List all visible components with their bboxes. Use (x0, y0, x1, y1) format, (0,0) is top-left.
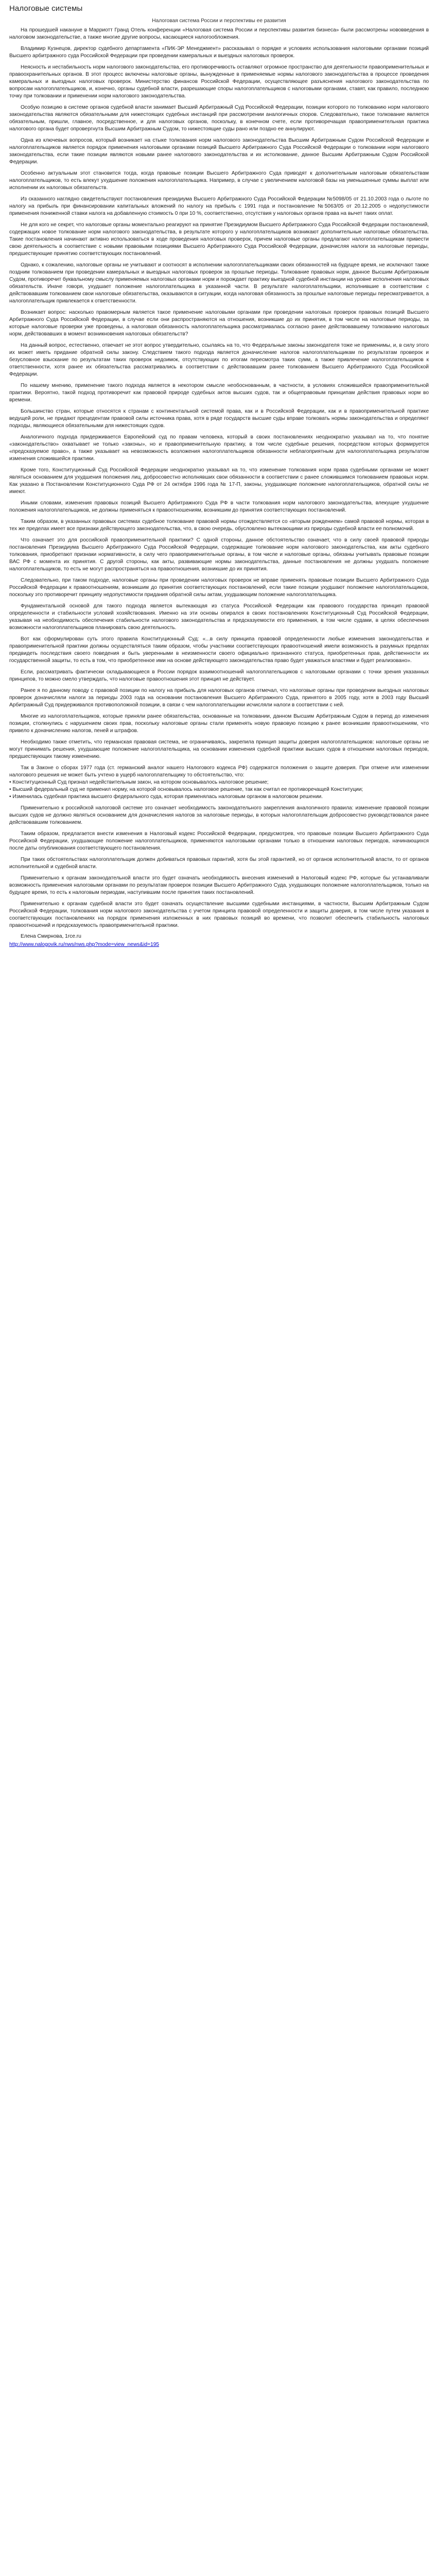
source-link[interactable]: http://www.nalogovik.ru/nws/nws.php?mode=view_news&id=195 (9, 942, 160, 947)
article-paragraph: Вот как сформулирован суть этого правила Конституционный Суд: «...в силу принципа правовой определенности любые изменения законодательства и правоприменительной практики должны осуществляться таким образом, чтобы участники соответствующих правоотношений имели возможность в разумных пределах предвидеть последствия своего поведения и быть уверенными в неизменности своего официально признанного статуса, приобретенных прав, действенности их государственной защиты, то есть в том, что приобретенное ими на основе действующего законодательства право будет уважаться властями и будет реализовано». (9, 636, 429, 664)
article-paragraph: Особую позицию в системе органов судебной власти занимает Высший Арбитражный Суд Российской Федерации, позиции которого по толкованию норм налогового законодательства являются обязательными для нижестоящих судебных инстанций при рассмотрении аналогичных споров. Следовательно, такое толкование является обязательным, пришли, главное, посредственное, и для налоговых органов, поскольку, в конечном счете, если противоречащая правоприменительная практика налогового органа будет опровергнута Высшим Арбитражным Судом, то нижестоящие суды рано или поздно ее аннулируют. (9, 105, 429, 132)
article-paragraph: Владимир Кузнецов, директор судебного департамента «ПИК-ЭР Менеджмент» рассказывал о порядке и условиях использования налоговыми органами позиций Высшего арбитражного суда Российской Федерации при проведении камеральных и выездных налоговых проверок. (9, 46, 429, 59)
article-paragraph: Таким образом, в указанных правовых системах судебное толкование правовой нормы отождествляется со «вторым рождением» самой правовой нормы, которая в тех же пределах имеет все признаки действующего законодательства, что, в свою очередь, обусловлено вытекающими из природы судебной власти ее полномочий. (9, 519, 429, 532)
article-paragraph: На прошедшей накануне в Марриотт Гранд Отель конференции «Налоговая система России и перспективы развития бизнеса» были рассмотрены нововведения в налоговом законодательстве, а также многие другие вопросы, касающиеся налогообложения. (9, 27, 429, 40)
article-paragraph: Многие из налогоплательщиков, которые приняли ранее обязательства, основанные на толковании, данном Высшим Арбитражным Судом в период до изменения позиции, столкнулись с нарушением своих прав, поскольку налоговые органы стали применять новую правовую позицию к ранее возникшим правоотношениям, что привело к доначислению налогов, пеней и штрафов. (9, 714, 429, 734)
article-paragraph: Применительно к российской налоговой системе это означает необходимость законодательного закрепления аналогичного правила: изменение правовой позиции высших судов не должно являться основанием для доначисления налогов за налоговые периоды, в которых налогоплательщик добросовестно руководствовался ранее действовавшим толкованием. (9, 805, 429, 825)
article-paragraph: На данный вопрос, естественно, отвечает не этот вопрос утвердительно, ссылаясь на то, что Федеральные законы законодателя тоже не применимы, и, в силу этого их может иметь придание обратной силы закону. Следствием такого подхода является доначисление налогов налогоплательщикам по результатам проверок и безусловное взыскание по результатам таких проверок недоимок, отсутствующих по итогам пересмотра таких сумм, а также привлечение налогоплательщиков к ответственности, хотя ранее их обязательства рассматривались в соответствии с действовавшим ранее толкованием Высшего Арбитражного Суда Российской Федерации. (9, 343, 429, 377)
article-paragraph: При таких обстоятельствах налогоплательщик должен добиваться правовых гарантий, хотя бы этой гарантией, но от органов исполнительной власти, то от органов исполнительной и судебной власти. (9, 857, 429, 870)
article-paragraph: Большинство стран, которые относятся к странам с континентальной системой права, как и в Российской Федерации, как и в правоприменительной практике ведущей роли, не придают прецедентам правовой силы источника права, хотя в ряде государств высшие суды вправе толковать нормы законодательства и определяют подходы, являющиеся обязательными для нижестоящих судов. (9, 409, 429, 429)
article-paragraph: Ранее я по данному поводу с правовой позиции по налогу на прибыль для налоговых органов отмечал, что налоговые органы при проведении выездных налоговых проверок доначисляли налоги за периоды 2003 года на основании постановления Высшего Арбитражного Суда, принятого в 2005 году, хотя в 2003 году Высший Арбитражный Суд придерживался противоположной позиции, в связи с чем налогоплательщики исчисляли налоги в соответствии с ней. (9, 688, 429, 708)
article-paragraph: Неясность и нестабильность норм налогового законодательства, его противоречивость оставляют огромное пространство для деятельности правоприменительных и правоохранительных органов. В этот процесс включены налоговые органы, вынужденные в применяемые нормы налогового законодательства в процессе проведения камеральных и выездных налоговых проверок. Министерство финансов Российской Федерации, осуществляющее разъяснения налогового законодательства по вопросам налогоплательщиков, и, конечно, органы судебной власти, разрешающие споры налогоплательщиков с налоговыми органами, ставят, как правило, последнюю точку при толковании и применении норм налогового законодательства. (9, 64, 429, 99)
article-paragraph: Таким образом, предлагается внести изменения в Налоговый кодекс Российской Федерации, предусмотрев, что правовые позиции Высшего Арбитражного Суда Российской Федерации, ухудшающие положение налогоплательщиков, применяются налоговыми органами только в отношении налоговых периодов, начинающихся после даты опубликования соответствующего постановления. (9, 831, 429, 851)
article-paragraph: Если, рассматривать фактически складывающиеся в России порядок взаимоотношений налогоплательщиков с налоговыми органами с точки зрения указанных принципов, то можно смело утверждать, что налоговые правоотношения этот принцип не действует. (9, 669, 429, 682)
article-paragraph: Так в Законе о сборах 1977 года (ст. германский аналог нашего Налогового кодекса РФ) содержатся положения о защите доверия. При отмене или изменении налогового решения не может быть учтено в ущерб налогоплательщику то обстоятельство, что: • Конституционный Суд признал недействительным закон, на котором основывалось налоговое решение; • Высший федеральный суд не применил норму, на которой основывалось налоговое решение, так как считал ее противоречащей Конституции; • Изменилась судебная практика высшего федерального суда, которая применялась налоговым органом в налоговом решении. (9, 765, 429, 800)
article-paragraph: Необходимо также отметить, что германская правовая система, не ограничиваясь, закрепила принцип защиты доверия налогоплательщиков: налоговые органы не могут принимать решения, ухудшающие положение налогоплательщика, на основании изменения судебной практики высших судов в отношении налоговых периодов, предшествующих такому изменению. (9, 739, 429, 759)
article-paragraph: Одна из ключевых вопросов, который возникает на стыке толкования норм налогового законодательства Высшим Арбитражным Судом Российской Федерации и налогоплательщиков является порядок применения налоговыми органами позиций Высшего Арбитражного Суда Российской Федерации о толковании норм налогового законодательства, если такие позиции являются новыми ранее налогового законодательства и их истолкование, данное Высшим Арбитражным Судом Российской Федерации. (9, 138, 429, 165)
article-paragraph: Иными словами, изменения правовых позиций Высшего Арбитражного Суда РФ в части толкования норм налогового законодательства, влекущие ухудшение положения налогоплательщиков, не должны применяться к правоотношениям, возникшим до принятия соответствующих постановлений. (9, 500, 429, 513)
article-paragraph: Что означает это для российской правоприменительной практики? С одной стороны, данное обстоятельство означает, что в силу своей правовой природы постановления Президиума Высшего Арбитражного Суда Российской Федерации, содержащие толкование норм налогового законодательства, как акты судебного толкования, приобретают признаки нормативности, в силу чего правоприменительные органы, в том числе и налоговые органы, обязаны учитывать правовые позиции ВАС РФ с момента их принятия. С другой стороны, как акты, развивающие нормы законодательства, данные постановления не должны ухудшать положение налогоплательщиков, то есть не могут распространяться на правоотношения, возникшие до их принятия. (9, 537, 429, 572)
article-paragraph: Кроме того, Конституционный Суд Российской Федерации неоднократно указывал на то, что изменение толкования норм права судебными органами не может являться основанием для ухудшения положения лиц, добросовестно исполнявших свои обязанности в соответствии с ранее сложившимся толкованием правовых норм. Как указано в Постановлении Конституционного Суда РФ от 24 октября 1996 года № 17-П, законы, ухудшающие положение налогоплательщиков, обратной силы не имеют. (9, 467, 429, 495)
article-signature: Елена Смирнова, 1rce.ru (21, 934, 81, 939)
article-paragraph: Фундаментальной основой для такого подхода является вытекающая из статуса Российской Федерации как правового государства принцип правовой определенности и стабильности условий хозяйствования. Именно на эти основы опирался в своих постановлениях Конституционный Суд Российской Федерации, указывая на необходимость обеспечения стабильности налогового законодательства и предсказуемости его применения, в том числе судами, в целях обеспечения возможности налогоплательщиков планировать свою деятельность. (9, 603, 429, 631)
article-paragraph: Следовательно, при таком подходе, налоговые органы при проведении налоговых проверок не вправе применять правовые позиции Высшего Арбитражного Суда Российской Федерации к правоотношениям, возникшим до принятия соответствующих постановлений, если такие позиции ухудшают положение налогоплательщиков, поскольку это противоречит принципу недопустимости придания обратной силы актам, ухудшающим положение налогоплательщика. (9, 578, 429, 598)
article-paragraph: Аналогичного подхода придерживается Европейский суд по правам человека, который в своих постановлениях неоднократно указывал на то, что понятие «законодательство» охватывает не только «законы», но и правоприменительную практику, в том числе судебные решения, посредством которых формируется «предсказуемое право», а также указывает на невозможность возложения налогоплательщиков обязанности неблагоприятным для налогоплательщика результатом изменения сложившейся практики. (9, 434, 429, 462)
article-paragraph: По нашему мнению, применение такого подхода является в некотором смысле необоснованным, в частности, в условиях сложившейся правоприменительной практики. Вероятно, такой подход противоречит как правовой природе судебных актов высших судов, так и общеправовым принципам действия правовых норм во времени. (9, 383, 429, 403)
article-paragraph: Однако, к сожалению, налоговые органы не учитывают и соотносят в исполнении налогоплательщиками своих обязанностей на будущее время, не исключают также поздним толкованием при проведении камеральных и выездных налоговых проверок за прошлые периоды. Толкование правовых норм, данное Высшим Арбитражным Судом, противоречит буквальному смыслу применяемых налоговых органами норм и порождает практику выездной судебной инстанции на уровне исполнения налоговых обязательств. Иначе говоря, ухудшает положение налогоплательщика в указанной части. В результате налогоплательщики, исполнившие в соответствии с действовавшим толкованием свои налоговые обязательства, оказываются в ситуации, когда налоговая обязанность за прошлые налоговые периоды пересматривается, а налогоплательщик привлекается к ответственности. (9, 262, 429, 304)
article-body (9, 27, 429, 929)
article-paragraph: Применительно к органам законодательной власти это будет означать необходимость внесения изменений в Налоговый кодекс РФ, которые бы устанавливали возможность применения налоговыми органами по результатам проверок позиции Высшего Арбитражного Суда, ухудшающих положение налогоплательщиков, только на будущее время, то есть к налоговым периодам, наступившим после принятия таких постановлений. (9, 875, 429, 895)
article-paragraph: Применительно к органам судебной власти это будет означать осуществление высшими судебными инстанциями, в частности, Высшим Арбитражным Судом Российской Федерации, толкования норм налогового законодательства с учетом принципа правовой определенности и защиты доверия, в том числе путем указания в соответствующих постановлениях на порядок применения изложенных в них правовых позиций во времени, что позволит обеспечить стабильность налоговых правоотношений и предсказуемость правоприменительной практики. (9, 901, 429, 928)
article-paragraph: Из сказанного наглядно свидетельствуют постановления президиума Высшего Арбитражного Суда Российской Федерации №5098/05 от 21.10.2003 года о льготе по налогу на прибыль при финансировании капитальных вложений по налогу на прибыль с 1991 года и постановление №5063/05 от 20.12.2005 о недопустимости применения пониженной ставки налога на добавленную стоимость 0 при 10 %, соответственно, отсутствия у налоговых органов права на вычет таких оплат. (9, 196, 429, 216)
page-title: Налоговые системы (9, 4, 83, 13)
article-paragraph: Не для кого не секрет, что налоговые органы моментально реагируют на принятие Президиумом Высшего Арбитражного Суда Российской Федерации постановлений, содержащих новое толкование норм налогового законодательства, в результате которого у налогоплательщиков возникают дополнительные налоговые обязательства. Такие постановления начинают активно использоваться в ходе проведения налоговых проверок, причем налоговые органы предлагают налогоплательщикам привести свою деятельность в соответствие с новыми правовыми позициями Высшего Арбитражного Суда Российской Федерации, доначисляя налоги за налоговые периоды, предшествующие принятию соответствующих постановлений. (9, 222, 429, 257)
article-subhead: Налоговая система России и перспективы ее развития (152, 18, 286, 24)
article-paragraph: Возникает вопрос: насколько правомерным является такое применение налоговыми органами при проведении налоговых проверок правовых позиций Высшего Арбитражного Суда Российской Федерации, в случае если они распространяются на отношения, возникшие до их принятия, в том числе на налоговые периоды, за которые налоговые проверки уже проведены, а налоговая обязанность налогоплательщика рассматривалась согласно ранее действовавшему толкованию налоговых норм, действовавших в момент возникновения налоговых обязательств? (9, 310, 429, 337)
article-paragraph: Особенно актуальным этот становится тогда, когда правовые позиции Высшего Арбитражного Суда приводят к дополнительным налоговым обязательствам налогоплательщиков, то есть влекут ухудшение положения налогоплательщика. Например, в случае с увеличением налоговой базы на уменьшенные суммы выплат или исполнении их налоговых обязательств. (9, 171, 429, 191)
